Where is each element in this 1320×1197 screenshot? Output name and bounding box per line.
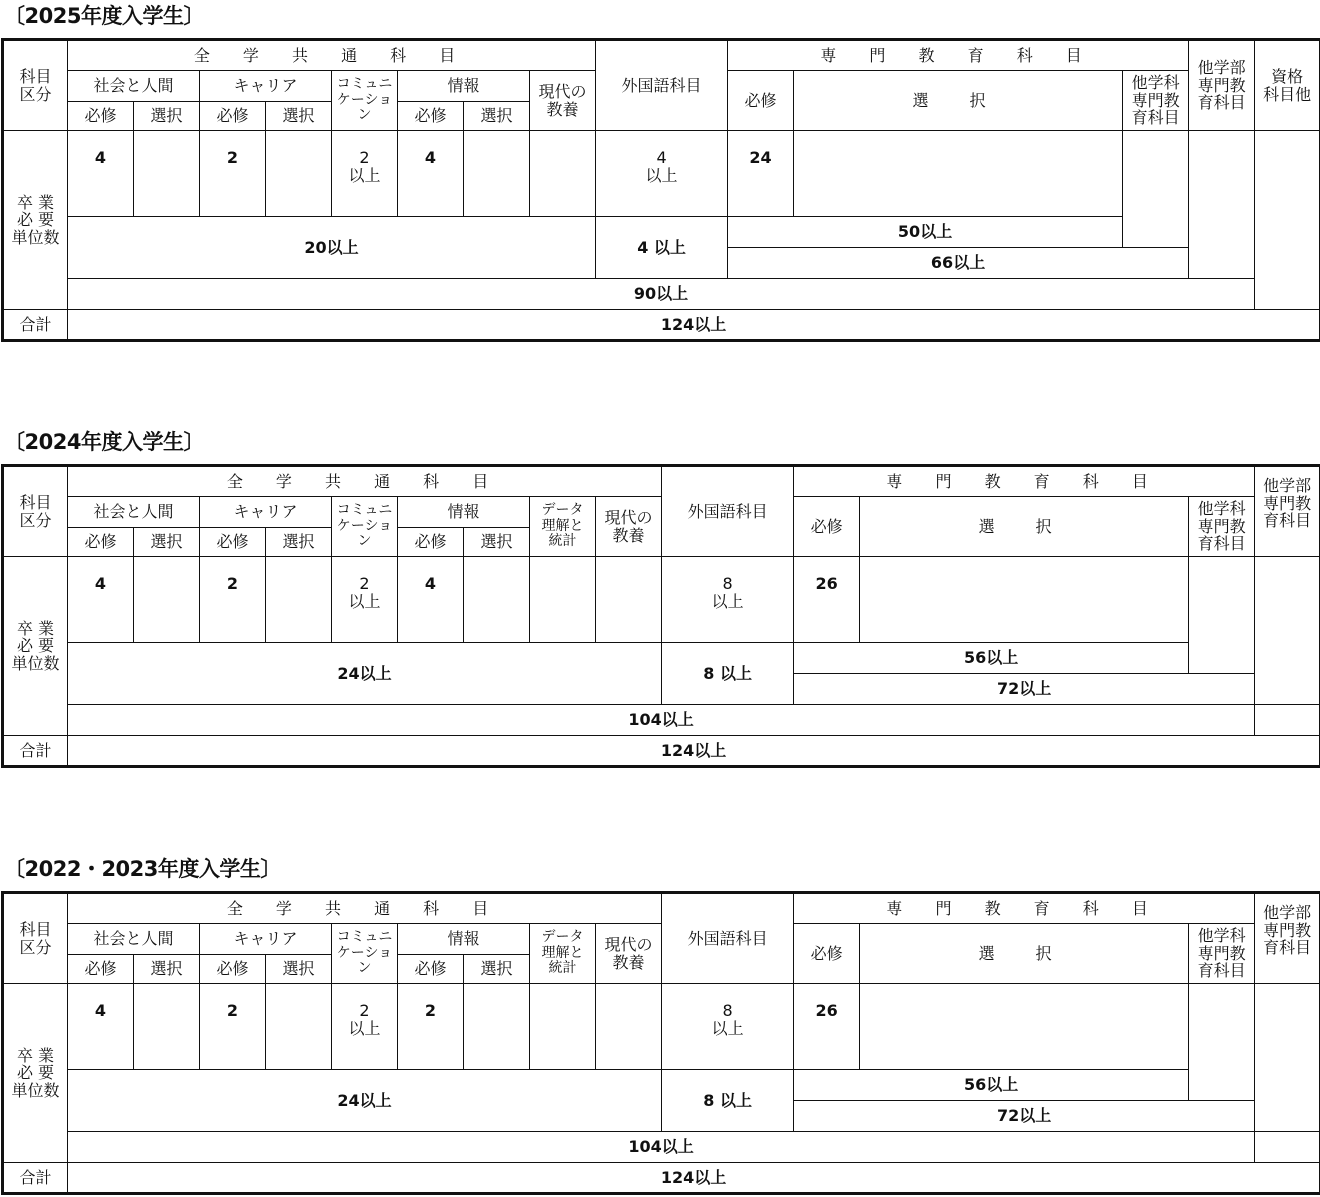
header-career: キャリア — [200, 497, 332, 528]
value-senmon-hisshu: 26 — [794, 984, 860, 1070]
value-senmon-sentaku — [794, 131, 1123, 217]
credit-table-2024 — [1, 464, 1320, 768]
value-joho-sentaku — [464, 984, 530, 1070]
label-gokei: 合計 — [3, 310, 68, 341]
header-kamoku-kubun: 科目 区分 — [3, 40, 68, 131]
value-comm: 2 以上 — [332, 131, 398, 217]
label-sotsugyo: 卒 業 必 要 単位数 — [3, 131, 68, 310]
header-gendai: 現代の 教養 — [596, 924, 662, 984]
header-shakai-sentaku: 選択 — [134, 955, 200, 984]
header-shakai-hisshu: 必修 — [68, 102, 134, 131]
sum-zengaku: 20以上 — [68, 217, 596, 279]
header-shikaku: 資格 科目他 — [1255, 40, 1320, 131]
header-shakai-sentaku: 選択 — [134, 528, 200, 557]
value-tagakubu — [1189, 131, 1255, 279]
header-shakai: 社会と人間 — [68, 71, 200, 102]
header-career-sentaku: 選択 — [266, 528, 332, 557]
value-shakai-hisshu: 4 — [68, 557, 134, 643]
header-shakai: 社会と人間 — [68, 497, 200, 528]
sum-senmon-2: 66以上 — [728, 248, 1189, 279]
value-shakai-sentaku — [134, 984, 200, 1070]
section-title: 〔2022・2023年度入学生〕 — [4, 857, 281, 881]
value-career-sentaku — [266, 984, 332, 1070]
header-senmon-hisshu: 必修 — [728, 71, 794, 131]
header-career-hisshu: 必修 — [200, 102, 266, 131]
value-senmon-sentaku — [860, 557, 1189, 643]
header-senmon: 専 門 教 育 科 目 — [794, 893, 1255, 924]
value-gaikoku: 4 以上 — [596, 131, 728, 217]
header-senmon-sentaku: 選 択 — [860, 924, 1189, 984]
header-career: キャリア — [200, 924, 332, 955]
header-career-sentaku: 選択 — [266, 102, 332, 131]
value-gendai — [530, 131, 596, 217]
value-gaikoku: 8 以上 — [662, 984, 794, 1070]
value-shakai-hisshu: 4 — [68, 131, 134, 217]
value-tagakka — [1189, 984, 1255, 1101]
value-tagakka — [1189, 557, 1255, 674]
sub-total: 104以上 — [68, 705, 1255, 736]
header-senmon-sentaku: 選 択 — [794, 71, 1123, 131]
value-career-hisshu: 2 — [200, 984, 266, 1070]
sum-senmon-1: 56以上 — [794, 643, 1189, 674]
sub-total: 90以上 — [68, 279, 1255, 310]
header-senmon-hisshu: 必修 — [794, 924, 860, 984]
header-joho-hisshu: 必修 — [398, 102, 464, 131]
header-shakai: 社会と人間 — [68, 924, 200, 955]
value-senmon-hisshu: 24 — [728, 131, 794, 217]
header-senmon: 専 門 教 育 科 目 — [728, 40, 1189, 71]
header-gendai: 現代の 教養 — [596, 497, 662, 557]
value-gendai — [596, 557, 662, 643]
header-gaikoku: 外国語科目 — [662, 893, 794, 984]
value-joho-hisshu: 4 — [398, 131, 464, 217]
header-kamoku-kubun: 科目 区分 — [3, 893, 68, 984]
header-shakai-hisshu: 必修 — [68, 528, 134, 557]
header-career: キャリア — [200, 71, 332, 102]
grand-total: 124以上 — [68, 736, 1320, 767]
section-2025 — [0, 0, 1320, 345]
label-gokei: 合計 — [3, 736, 68, 767]
header-tagakka: 他学科 専門教 育科目 — [1189, 497, 1255, 557]
header-joho: 情報 — [398, 71, 530, 102]
header-career-hisshu: 必修 — [200, 955, 266, 984]
sum-zengaku: 24以上 — [68, 1070, 662, 1132]
header-shakai-hisshu: 必修 — [68, 955, 134, 984]
header-joho: 情報 — [398, 497, 530, 528]
header-gaikoku: 外国語科目 — [662, 466, 794, 557]
header-senmon: 専 門 教 育 科 目 — [794, 466, 1255, 497]
value-gendai — [596, 984, 662, 1070]
value-joho-hisshu: 4 — [398, 557, 464, 643]
section-2022-2023 — [0, 853, 1320, 1197]
header-joho-sentaku: 選択 — [464, 528, 530, 557]
value-comm: 2 以上 — [332, 984, 398, 1070]
header-zengaku: 全 学 共 通 科 目 — [68, 893, 662, 924]
sum-gaikoku: 4 以上 — [596, 217, 728, 279]
header-tagakka: 他学科 専門教 育科目 — [1123, 71, 1189, 131]
header-joho-hisshu: 必修 — [398, 955, 464, 984]
value-data — [530, 557, 596, 643]
credit-table-2022-2023 — [1, 891, 1320, 1195]
header-joho-sentaku: 選択 — [464, 955, 530, 984]
header-tagakubu: 他学部 専門教 育科目 — [1255, 893, 1320, 984]
sum-gaikoku: 8 以上 — [662, 643, 794, 705]
header-zengaku: 全 学 共 通 科 目 — [68, 40, 596, 71]
sum-senmon-2: 72以上 — [794, 674, 1255, 705]
value-career-sentaku — [266, 131, 332, 217]
value-senmon-sentaku — [860, 984, 1189, 1070]
value-tagakubu — [1255, 557, 1320, 705]
header-data: データ 理解と 統計 — [530, 924, 596, 984]
value-shakai-hisshu: 4 — [68, 984, 134, 1070]
section-title: 〔2024年度入学生〕 — [4, 430, 204, 454]
section-title: 〔2025年度入学生〕 — [4, 4, 204, 28]
header-senmon-hisshu: 必修 — [794, 497, 860, 557]
header-senmon-sentaku: 選 択 — [860, 497, 1189, 557]
header-career-sentaku: 選択 — [266, 955, 332, 984]
value-joho-sentaku — [464, 131, 530, 217]
value-career-sentaku — [266, 557, 332, 643]
header-tagakubu: 他学部 専門教 育科目 — [1189, 40, 1255, 131]
value-joho-sentaku — [464, 557, 530, 643]
sum-senmon-1: 50以上 — [728, 217, 1123, 248]
label-sotsugyo: 卒 業 必 要 単位数 — [3, 984, 68, 1163]
value-senmon-hisshu: 26 — [794, 557, 860, 643]
header-joho-hisshu: 必修 — [398, 528, 464, 557]
header-joho-sentaku: 選択 — [464, 102, 530, 131]
value-tagakubu — [1255, 984, 1320, 1132]
value-joho-hisshu: 2 — [398, 984, 464, 1070]
header-zengaku: 全 学 共 通 科 目 — [68, 466, 662, 497]
value-data — [530, 984, 596, 1070]
grand-total: 124以上 — [68, 1163, 1320, 1194]
label-sotsugyo: 卒 業 必 要 単位数 — [3, 557, 68, 736]
header-joho: 情報 — [398, 924, 530, 955]
value-comm: 2 以上 — [332, 557, 398, 643]
value-tagakka — [1123, 131, 1189, 248]
header-career-hisshu: 必修 — [200, 528, 266, 557]
value-shikaku — [1255, 131, 1320, 310]
label-gokei: 合計 — [3, 1163, 68, 1194]
value-career-hisshu: 2 — [200, 131, 266, 217]
header-gendai: 現代の 教養 — [530, 71, 596, 131]
sub-total: 104以上 — [68, 1132, 1255, 1163]
sum-gaikoku: 8 以上 — [662, 1070, 794, 1132]
value-career-hisshu: 2 — [200, 557, 266, 643]
header-tagakubu: 他学部 専門教 育科目 — [1255, 466, 1320, 557]
header-gaikoku: 外国語科目 — [596, 40, 728, 131]
header-comm: コミュニ ケーション — [332, 71, 398, 131]
sum-zengaku: 24以上 — [68, 643, 662, 705]
sum-senmon-1: 56以上 — [794, 1070, 1189, 1101]
header-kamoku-kubun: 科目 区分 — [3, 466, 68, 557]
header-shakai-sentaku: 選択 — [134, 102, 200, 131]
credit-table-2025 — [1, 38, 1320, 342]
grand-total: 124以上 — [68, 310, 1320, 341]
value-gaikoku: 8 以上 — [662, 557, 794, 643]
value-shakai-sentaku — [134, 557, 200, 643]
header-comm: コミュニ ケーション — [332, 924, 398, 984]
value-shakai-sentaku — [134, 131, 200, 217]
header-tagakka: 他学科 専門教 育科目 — [1189, 924, 1255, 984]
sum-senmon-2: 72以上 — [794, 1101, 1255, 1132]
header-comm: コミュニ ケーション — [332, 497, 398, 557]
section-2024 — [0, 426, 1320, 771]
header-data: データ 理解と 統計 — [530, 497, 596, 557]
